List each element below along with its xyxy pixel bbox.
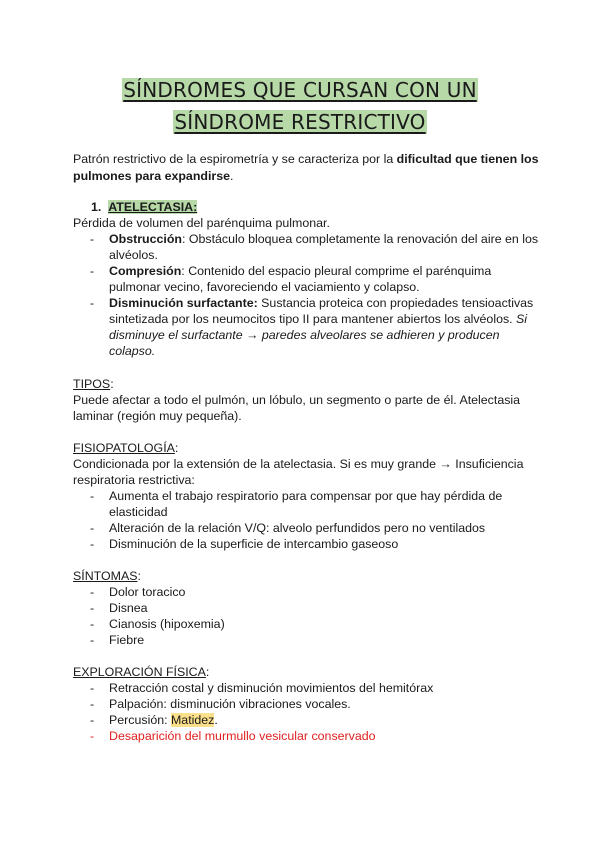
section-fisiopatologia <box>73 440 543 552</box>
item-term: Disminución surfactante: <box>109 296 258 310</box>
heading-number: 1. <box>91 200 102 214</box>
list-item: - Disminución de la superficie de intercambio gaseoso <box>73 536 543 552</box>
atelectasia-causes-list <box>73 231 543 359</box>
list-item: - Aumenta el trabajo respiratorio para compensar por que hay pérdida de elasticidad <box>73 488 543 520</box>
title-line-1: SÍNDROMES QUE CURSAN CON UN <box>123 78 477 102</box>
percusion-label: Percusión: <box>109 713 171 727</box>
item-sep: : <box>181 232 189 246</box>
fisiopatologia-colon: : <box>174 441 179 455</box>
title-line-2: SÍNDROME RESTRICTIVO <box>174 110 426 134</box>
list-item: - Dolor toracico <box>73 584 543 600</box>
list-item-red: - Desaparición del murmullo vesicular conservado <box>73 728 543 744</box>
tipos-colon: : <box>110 377 114 391</box>
tipos-text: Puede afectar a todo el pulmón, un lóbulo, un segmento o parte de él. Atelectasia laminar (región muy pequeña). <box>73 393 521 423</box>
exploracion-colon: : <box>205 665 210 679</box>
list-item: - Disnea <box>73 600 543 616</box>
list-item: - Alteración de la relación V/Q: alveolo perfundidos pero no ventilados <box>73 520 543 536</box>
item-text: Contenido del espacio pleural comprime el parénquima pulmonar vecino, favoreciendo el vaciamiento y colapso. <box>109 264 492 294</box>
list-item: - Cianosis (hipoxemia) <box>73 616 543 632</box>
heading-text: ATELECTASIA: <box>108 200 198 214</box>
section-tipos <box>73 376 543 424</box>
sintomas-colon: : <box>137 569 141 583</box>
fisiopatologia-heading-text: FISIOPATOLOGÍA <box>73 441 175 455</box>
list-item <box>73 295 543 359</box>
exploracion-heading <box>73 664 543 680</box>
atelectasia-description: Pérdida de volumen del parénquima pulmonar. <box>73 216 330 230</box>
percusion-value: Matidez <box>170 713 215 727</box>
intro-paragraph <box>73 151 543 185</box>
section-sintomas <box>73 568 543 648</box>
list-item <box>73 231 543 263</box>
list-item <box>73 263 543 295</box>
section-atelectasia <box>73 199 543 359</box>
item-sep: : <box>181 264 189 278</box>
fisiopatologia-text: Condicionada por la extensión de la atelectasia. Si es muy grande → Insuficiencia respiratoria restrictiva: <box>73 457 524 487</box>
item-term: Compresión <box>109 264 182 278</box>
tipos-heading-text: TIPOS <box>73 377 111 391</box>
exploracion-list <box>73 680 543 744</box>
intro-end: . <box>230 169 234 183</box>
sintomas-list <box>73 584 543 648</box>
tipos-heading <box>73 376 543 392</box>
exploracion-heading-text: EXPLORACIÓN FÍSICA <box>73 665 206 679</box>
item-text: Sustancia proteica con propiedades tensioactivas sintetizada por los neumocitos tipo II para mantener abiertos los alvéolos. <box>109 296 534 326</box>
section-exploracion <box>73 664 543 744</box>
list-item <box>73 712 543 728</box>
percusion-end: . <box>214 713 218 727</box>
item-text: Obstáculo bloquea completamente la renovación del aire en los alvéolos. <box>109 232 539 262</box>
list-item: - Retracción costal y disminución movimientos del hemitórax <box>73 680 543 696</box>
item-italic-note: Si disminuye el surfactante → paredes alveolares se adhieren y producen colapso. <box>109 312 528 358</box>
atelectasia-heading <box>73 199 543 215</box>
sintomas-heading <box>73 568 543 584</box>
fisiopatologia-list <box>73 488 543 552</box>
sintomas-heading-text: SÍNTOMAS <box>73 569 138 583</box>
intro-text: Patrón restrictivo de la espirometría y se caracteriza por la <box>73 152 397 166</box>
page-title <box>60 74 540 138</box>
item-term: Obstrucción <box>109 232 182 246</box>
list-item: - Fiebre <box>73 632 543 648</box>
fisiopatologia-heading <box>73 440 543 456</box>
list-item: - Palpación: disminución vibraciones vocales. <box>73 696 543 712</box>
intro-bold: dificultad que tienen los pulmones para expandirse <box>73 152 539 183</box>
